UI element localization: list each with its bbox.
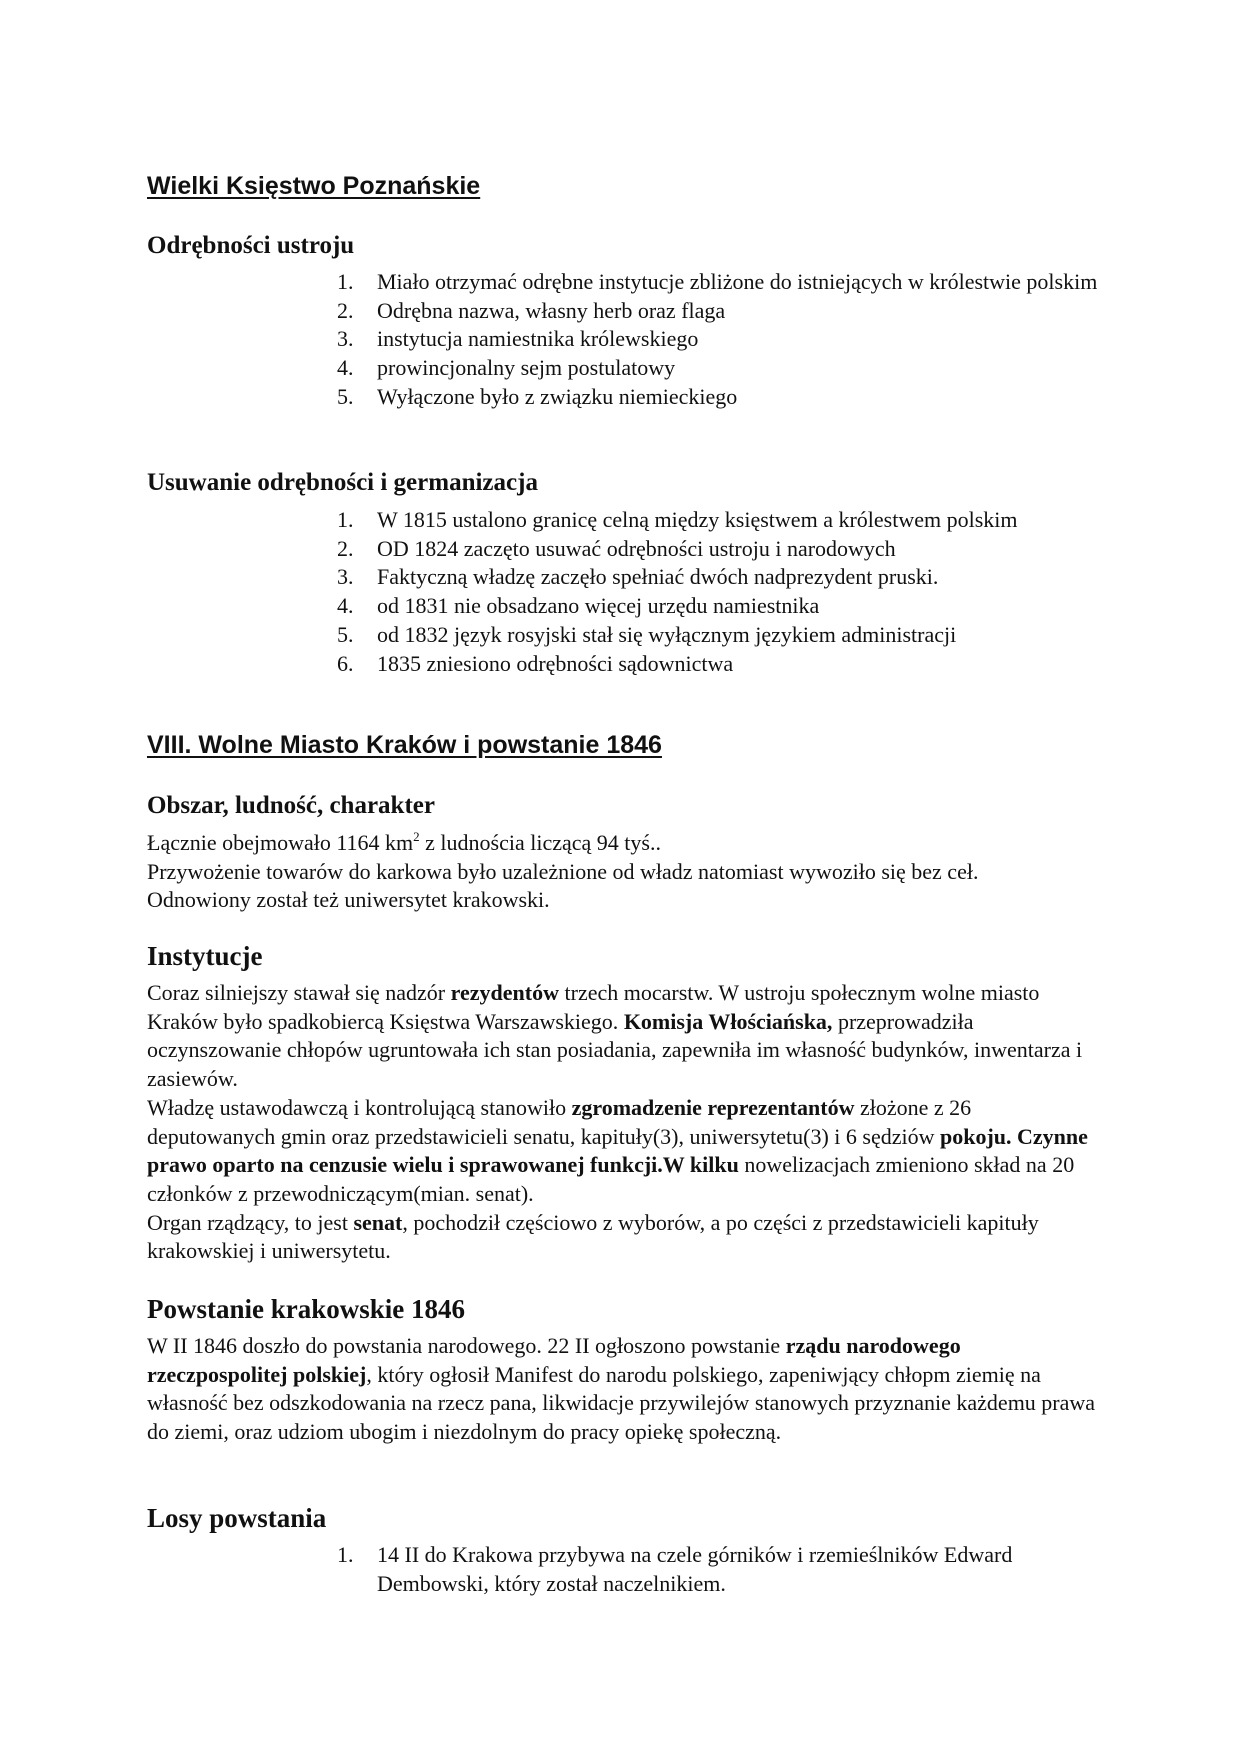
list-item	[147, 354, 1107, 383]
heading-losy-powstania: Losy powstania	[147, 1503, 327, 1533]
list-item-number: 2.	[337, 297, 354, 323]
list-item-number: 5.	[337, 621, 354, 647]
bold-term: rządu narodowego rzeczpospolitej polskiej	[147, 1333, 961, 1387]
subsection-instytucje	[147, 941, 1107, 971]
paragraph: Odnowiony został też uniwersytet krakowski.	[147, 887, 550, 913]
list-item-text: od 1832 język rosyjski stał się wyłącznym językiem administracji	[377, 621, 957, 647]
paragraph	[147, 979, 1097, 1094]
list-item	[147, 506, 1107, 535]
list-item	[147, 325, 1107, 354]
paragraph: Przywożenie towarów do karkowa było uzależnione od władz natomiast wywoziło się bez ceł.	[147, 858, 979, 884]
list-usuwanie-wrapper	[147, 506, 1107, 678]
list-item	[147, 592, 1107, 621]
bold-term: zgromadzenie reprezentantów	[571, 1094, 855, 1120]
list-item-number: 6.	[337, 650, 354, 676]
bold-term: senat	[353, 1209, 403, 1235]
list-item-text: od 1831 nie obsadzano więcej urzędu namiestnika	[377, 593, 820, 619]
text-run: Łącznie obejmowało 1164 km	[147, 830, 414, 855]
list-item-text: prowincjonalny sejm postulatowy	[377, 355, 676, 381]
bold-term: Komisja Włościańska,	[623, 1008, 833, 1034]
text-run: przeprowadziła oczynszowanie chłopów ugruntowała ich stan posiadania, zapewniła im własność budynków, inwentarza i zasiewów.	[147, 1008, 1083, 1092]
list-item-number: 1.	[337, 1542, 354, 1567]
subsection-odrebnosci	[147, 231, 1107, 261]
list-item-number: 4.	[337, 593, 354, 619]
list-item-number: 1.	[337, 269, 354, 294]
bold-term: rezydentów	[450, 980, 559, 1005]
list-item-number: 5.	[337, 383, 354, 409]
text-run: nowelizacjach zmieniono skład na 20 członków z przewodniczącym(mian. senat).	[147, 1152, 1075, 1206]
list-item-text: OD 1824 zaczęto usuwać odrębności ustroju i narodowych	[377, 535, 896, 561]
list-odrebnosci	[147, 268, 1107, 412]
superscript: 2	[413, 829, 420, 844]
list-item-number: 1.	[337, 507, 354, 532]
list-item-text: W 1815 ustalono granicę celną między księstwem a królestwem polskim	[377, 507, 1018, 532]
list-item	[147, 563, 1107, 592]
text-run: trzech mocarstw. W ustroju społecznym wolne miasto Kraków było spadkobiercą Księstwa Warszawskiego.	[147, 980, 1040, 1034]
list-item	[147, 383, 1107, 412]
list-usuwanie	[147, 506, 1107, 678]
instytucje-text	[147, 979, 1107, 1266]
text-run: , pochodził częściowo z wyborów, a po części z przedstawicieli kapituły krakowskiej i uniwersytetu.	[147, 1209, 1039, 1264]
heading-wolne-miasto-krakow: VIII. Wolne Miasto Kraków i powstanie 1846	[147, 731, 662, 759]
list-item-text: Odrębna nazwa, własny herb oraz flaga	[377, 297, 726, 323]
list-item-text: Wyłączone było z związku niemieckiego	[377, 383, 738, 409]
list-losy-wrapper	[147, 1541, 1107, 1598]
list-item-number: 4.	[337, 355, 354, 381]
list-item-text: 1835 zniesiono odrębności sądownictwa	[377, 650, 734, 676]
heading-usuwanie-odrebnosci: Usuwanie odrębności i germanizacja	[147, 469, 538, 496]
subsection-obszar	[147, 791, 1107, 821]
list-item	[147, 621, 1107, 650]
list-item-text: instytucja namiestnika królewskiego	[377, 326, 699, 352]
list-odrebnosci-wrapper	[147, 268, 1107, 412]
text-run: Coraz silniejszy stawał się nadzór	[147, 980, 451, 1005]
list-item-text: Faktyczną władzę zaczęło spełniać dwóch nadprezydent pruski.	[377, 564, 939, 590]
list-losy	[147, 1541, 1107, 1598]
heading-instytucje: Instytucje	[147, 941, 263, 971]
paragraph	[147, 1209, 1097, 1266]
section-wielki-ksiestwo	[147, 171, 1107, 201]
text-run: z ludnościa liczącą 94 tyś..	[419, 830, 661, 855]
text-run: W II 1846 doszło do powstania narodowego. 22 II ogłoszono powstanie	[147, 1333, 786, 1358]
obszar-text	[147, 829, 1107, 915]
heading-wielki-ksiestwo: Wielki Księstwo Poznańskie	[147, 172, 481, 200]
list-item	[147, 535, 1107, 564]
heading-powstanie-krakowskie: Powstanie krakowskie 1846	[147, 1294, 466, 1324]
list-item-number: 3.	[337, 564, 354, 590]
list-item-text: Miało otrzymać odrębne instytucje zbliżone do istniejących w królestwie polskim	[377, 269, 1098, 294]
subsection-usuwanie	[147, 468, 1107, 498]
list-item-number: 2.	[337, 535, 354, 561]
text-run: złożone z 26 deputowanych gmin oraz przedstawicieli senatu, kapituły(3), uniwersytetu(3) i 6 sędziów	[147, 1094, 972, 1149]
bold-term: pokoju. Czynne prawo oparto na cenzusie wielu i sprawowanej funkcji.W kilku	[147, 1123, 1088, 1178]
list-item-text: 14 II do Krakowa przybywa na czele górników i rzemieślników Edward Dembowski, który został naczelnikiem.	[377, 1542, 1013, 1596]
list-item	[147, 297, 1107, 326]
subsection-powstanie	[147, 1294, 1107, 1324]
text-run: Organ rządzący, to jest	[147, 1209, 354, 1235]
heading-obszar: Obszar, ludność, charakter	[147, 792, 435, 819]
list-item	[147, 650, 1107, 679]
section-krakow	[147, 730, 1107, 760]
subsection-losy	[147, 1503, 1107, 1533]
heading-odrebnosci-ustroju: Odrębności ustroju	[147, 232, 355, 259]
paragraph	[147, 829, 1097, 858]
paragraph	[147, 1094, 1097, 1209]
powstanie-text	[147, 1332, 1107, 1447]
text-run: Władzę ustawodawczą i kontrolującą stanowiło	[147, 1094, 572, 1120]
list-item	[147, 1541, 1107, 1598]
list-item	[147, 268, 1107, 297]
list-item-number: 3.	[337, 326, 354, 352]
text-run: , który ogłosił Manifest do narodu polskiego, zapeniwjący chłopm ziemię na własność bez odszkodowania na rzecz pana, likwidacje przywilejów stanowych przyznanie każdemu prawa do ziemi, oraz udziom ubogim i niezdolnym do pracy opiekę społeczną.	[147, 1361, 1096, 1445]
paragraph	[147, 1332, 1097, 1447]
